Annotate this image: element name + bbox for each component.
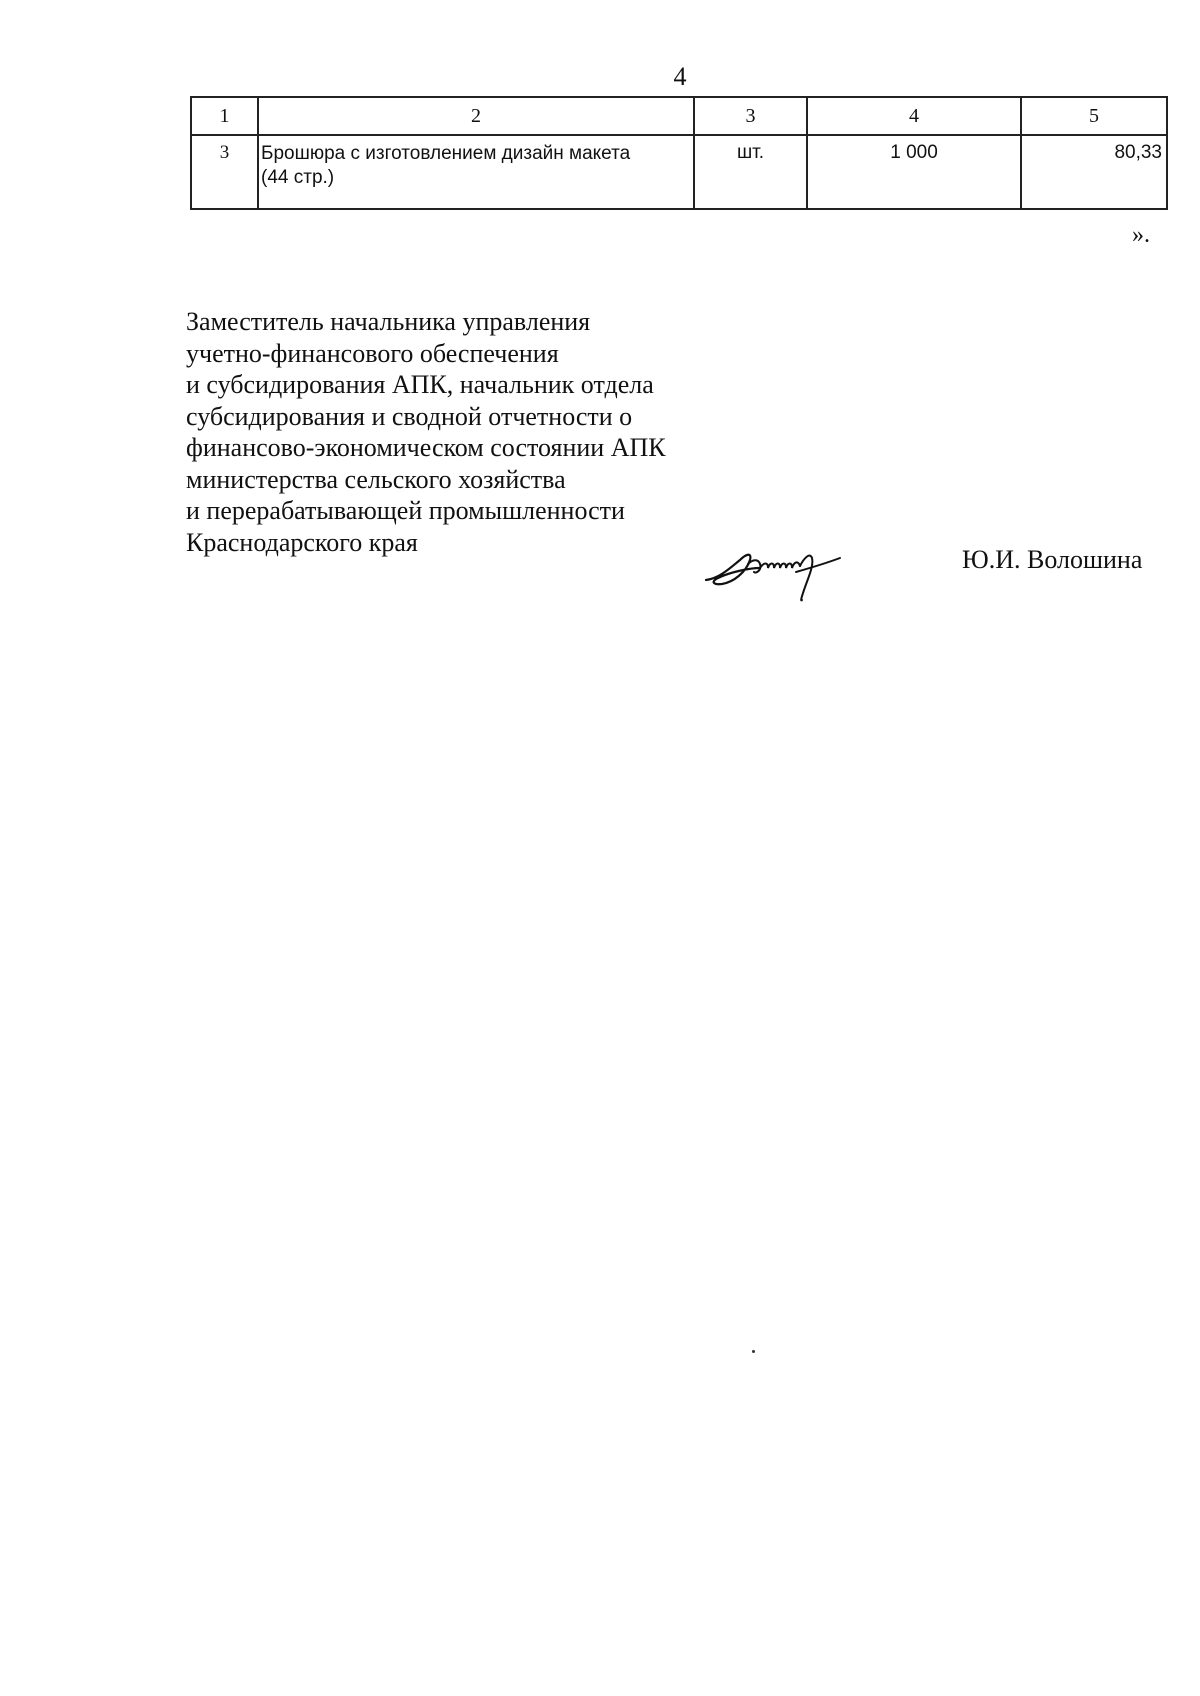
position-line: учетно-финансового обеспечения [186, 338, 559, 368]
header-cell: 2 [258, 97, 694, 135]
item-name-line: (44 стр.) [261, 167, 335, 188]
header-cell: 3 [694, 97, 807, 135]
scan-speck [752, 1350, 755, 1353]
row-number: 3 [191, 135, 258, 209]
position-line: Заместитель начальника управления [186, 307, 591, 336]
closing-quote: ». [1132, 222, 1150, 248]
item-unit: шт. [694, 135, 807, 209]
position-line: министерства сельского хозяйства [186, 464, 566, 494]
item-name-line: Брошюра с изготовлением дизайн макета [261, 143, 631, 164]
position-line: финансово-экономическом состоянии АПК [186, 433, 666, 462]
specification-table [190, 96, 1168, 210]
position-line: и перерабатывающей промышленности [186, 496, 625, 525]
table-header-row [191, 97, 1167, 135]
item-name [258, 135, 694, 209]
page-number: 4 [673, 62, 687, 91]
table-row [191, 135, 1167, 209]
position-line: Краснодарского края [186, 527, 418, 557]
signatory-position [186, 306, 666, 558]
item-quantity: 1 000 [807, 135, 1021, 209]
signatory-name: Ю.И. Волошина [962, 545, 1143, 574]
header-cell: 5 [1021, 97, 1167, 135]
position-line: субсидирования и сводной отчетности о [186, 401, 633, 431]
item-price: 80,33 [1021, 135, 1167, 209]
header-cell: 4 [807, 97, 1021, 135]
position-line: и субсидирования АПК, начальник отдела [186, 370, 654, 399]
handwritten-signature [700, 538, 860, 608]
header-cell: 1 [191, 97, 258, 135]
